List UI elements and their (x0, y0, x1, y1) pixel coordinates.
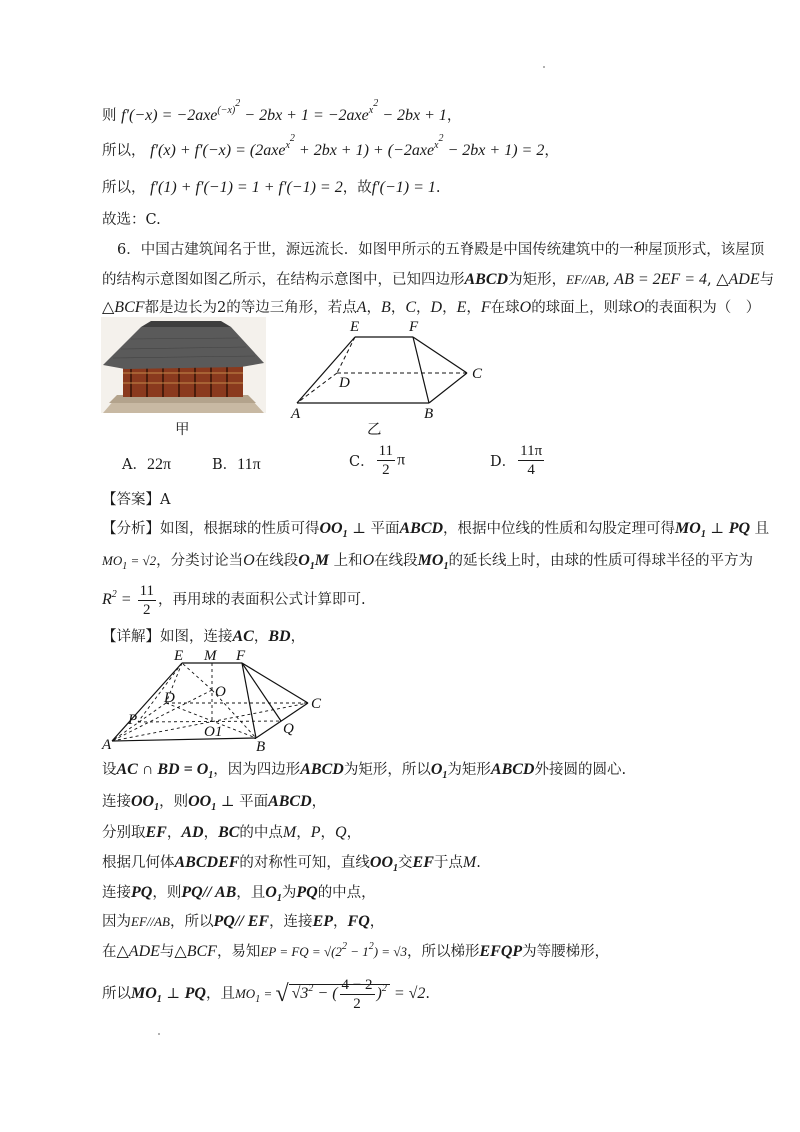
label-A: A (291, 406, 301, 422)
label-C: C (311, 696, 322, 712)
scan-dot (543, 66, 545, 68)
label-E: E (350, 319, 360, 335)
label-A: A (102, 737, 112, 753)
text-line: 所以， f′(x) + f′(−x) = (2axe$^{x^2}$ + 2bx + 1) + (−2axe$^{x^2}$ − 2bx + 1) = 2， (102, 133, 559, 159)
formula: f′(−x) = −2axe$^{(-x)^2}$ − 2bx + 1 = −2axe$^{x^2}$ − 2bx + 1 (121, 98, 447, 124)
label-D: D (164, 690, 175, 706)
question-text: △BCF都是边长为2的等边三角形，若点A，B，C，D，E，F在球O的球面上，则球O的表面积为（ ） (102, 299, 761, 316)
label-Q: Q (283, 721, 294, 737)
scan-dot (158, 1033, 160, 1035)
formula: f′(−1) = 1 (371, 179, 436, 196)
step-text: 根据几何体ABCDEF的对称性可知，直线$OO_1$交EF于点M. (102, 854, 481, 874)
text-line: 故选：C. (102, 212, 161, 228)
label-O: O (215, 684, 226, 700)
edge-DA (297, 373, 337, 403)
radius-OE (182, 663, 212, 690)
option-d-fraction: $\frac{11\pi}{4}$ (520, 443, 543, 478)
label-D: D (339, 375, 350, 391)
roof-ridge (141, 321, 231, 327)
text-line: 所以， f′(1) + f′(−1) = 1 + f′(−1) = 2，故f′(−1) = 1. (102, 179, 441, 196)
step-text: 分别取EF，AD，BC的中点M，P，Q， (102, 824, 362, 841)
segment-PQ (138, 721, 281, 722)
option-b[interactable]: B．11π (212, 456, 261, 473)
segment-EP (138, 663, 182, 722)
step-text: 连接$OO_1$，则$OO_1$ ⊥ 平面ABCD， (102, 793, 327, 813)
analysis-text: $R^2$ = $\frac{11}{2}$ ，再用球的表面积公式计算即可. (102, 582, 366, 618)
edge-FC (242, 663, 308, 703)
roof-structure-diagram (285, 315, 495, 430)
figure-caption: 乙 (367, 422, 382, 438)
label-F: F (409, 319, 419, 335)
edge-BC (429, 373, 467, 403)
option-c[interactable]: C． $\frac{11}{2}$ π (349, 443, 406, 478)
palace-illustration (101, 317, 266, 413)
answer-line: 【答案】A (102, 492, 171, 508)
analysis-text: $MO_1 = √2$，分类讨论当O在线段$O_1M$ 上和O在线段$MO_1$的延长线上时，由球的性质可得球半径的平方为 (102, 552, 753, 572)
radius-fraction: $\frac{11}{2}$ (139, 582, 155, 618)
edge-FB (413, 337, 429, 403)
formula: f′(1) + f′(−1) = 1 + f′(−1) = 2 (150, 179, 343, 196)
edge-AB (112, 738, 256, 741)
step-text: 连接PQ，则PQ// AB，且$O_1$为PQ的中点， (102, 884, 376, 904)
label-O1: O1 (204, 724, 223, 740)
edge-EA (297, 337, 355, 403)
detail-text: 【详解】如图，连接AC，BD， (102, 628, 306, 645)
label-E: E (174, 648, 184, 664)
step-text: 在△ADE与△BCF，易知EP = FQ = $√(2^2 - 1^2) = √3$，所以梯形EFQP为等腰梯形， (102, 941, 610, 960)
question-text: 6．中国古建筑闻名于世，源远流长．如图甲所示的五脊殿是中国传统建筑中的一种屋顶形式，该屋顶 (117, 242, 765, 258)
label-M: M (204, 648, 217, 664)
option-c-fraction: $\frac{11}{2}$ (378, 443, 394, 478)
figure-caption: 甲 (175, 422, 190, 438)
step-text: 设AC ∩ BD = $O_1$，因为四边形ABCD为矩形，所以$O_1$为矩形ABCD外接圆的圆心. (102, 761, 627, 781)
option-d[interactable]: D． $\frac{11\pi}{4}$ (490, 443, 543, 478)
label-C: C (472, 366, 483, 382)
label-B: B (256, 739, 266, 755)
text-line: 则 f′(−x) = −2axe$^{(-x)^2}$ − 2bx + 1 = −2axe$^{x^2}$ − 2bx + 1， (102, 98, 462, 124)
formula: $√3^2$ − ( $\frac{4 - 2}{2}$ )$^2$ (289, 984, 390, 1002)
solution-diagram (98, 648, 330, 756)
step-text: 因为EF//AB，所以PQ// EF，连接EP，FQ， (102, 913, 385, 930)
formula: √ (275, 981, 289, 1007)
step-text: 所以$MO_1$ ⊥ PQ，且$MO_1$ = √ $√3^2$ − ( $\frac{4 - 2}{2}$ )$^2$ = √2. (102, 976, 431, 1012)
analysis-text: 【分析】如图，根据球的性质可得$OO_1$ ⊥ 平面ABCD，根据中位线的性质和勾股定理可得$MO_1$ ⊥ PQ 且 (102, 520, 770, 540)
label-B: B (424, 406, 434, 422)
edge-FC (413, 337, 467, 373)
formula: f′(x) + f′(−x) = (2axe$^{x^2}$ + 2bx + 1) + (−2axe$^{x^2}$ − 2bx + 1) = 2 (150, 133, 545, 159)
radius-OA (112, 690, 212, 741)
label-P: P (128, 712, 138, 728)
question-text: 的结构示意图如图乙所示，在结构示意图中，已知四边形ABCD为矩形，EF//AB, AB = 2EF = 4, △ADE与 (102, 271, 775, 288)
edge-BC (256, 703, 308, 738)
option-a[interactable]: A．22π (122, 456, 172, 473)
label-F: F (236, 648, 246, 664)
